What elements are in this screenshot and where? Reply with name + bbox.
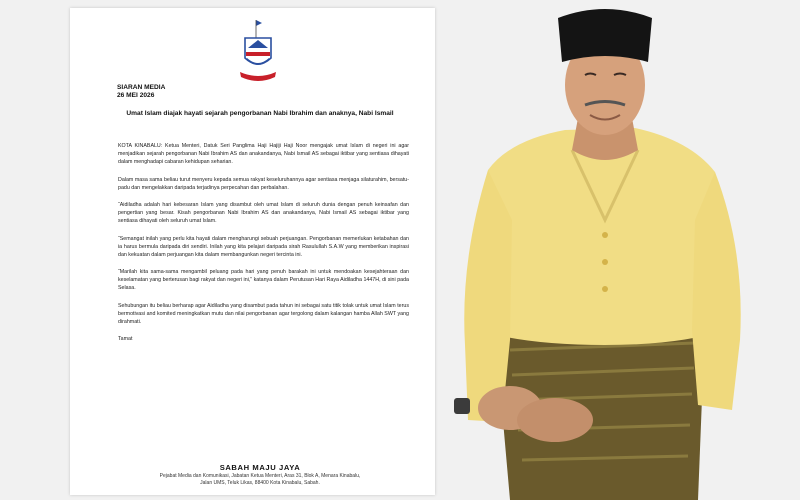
- press-title: Umat Islam diajak hayati sejarah pengorbanan Nabi Ibrahim dan anaknya, Nabi Ismail: [126, 110, 394, 117]
- paragraph: “Marilah kita sama-sama mengambil peluang pada hari yang penuh barakah ini untuk mendoakan kesejahteraan dan keselamatan yang berterusan bagi rakyat dan negeri ini,” katanya dalam Perutusan Hari Raya Aidiladha 1447H, di sini pada Selasa.: [118, 269, 409, 291]
- document-footer: [110, 463, 410, 487]
- watch: [454, 398, 470, 414]
- paragraph: “Aidiladha adalah hari kebesaran Islam yang disambut oleh umat Islam di seluruh dunia dengan penuh keinsafan dan pengertian yang besar. Kisah pengorbanan Nabi Ibrahim AS dan anakandanya, Nabi Ismail AS sebagai iktibar yang sentiasa dihayati oleh seluruh umat Islam.: [118, 202, 409, 224]
- footer-address-line1: Pejabat Media dan Komunikasi, Jabatan Ketua Menteri, Aras 31, Blok A, Menara Kinabalu,: [159, 473, 361, 479]
- songkok-hat: [558, 9, 652, 62]
- press-body: [118, 142, 409, 353]
- paragraph: KOTA KINABALU: Ketua Menteri, Datuk Seri Panglima Haji Hajiji Haji Noor mengajak umat Islam di negeri ini agar menjadikan sejarah pengorbanan Nabi Ibrahim AS dan anakandanya, Nabi Ismail AS sebagai iktibar yang sentiasa dihayati dalam menghadapi cabaran kehidupan seharian.: [118, 143, 409, 165]
- closing-tamat: Tamat: [118, 336, 133, 342]
- press-release-document: [70, 8, 435, 495]
- paragraph: “Semangat inilah yang perlu kita hayati dalam mengharungi sebuah perjuangan. Pengorbanan memerlukan ketabahan dan ia harus bermula daripada diri sendiri. Inilah yang kita pelajari daripada sirah Rasulullah S.A.W yang memberikan inspirasi dan kekuatan dalam perjuangan kita dalam membangunkan negeri tercinta ini.: [118, 235, 409, 258]
- footer-brand: SABAH MAJU JAYA: [219, 463, 301, 472]
- release-date: 26 MEI 2026: [117, 92, 155, 99]
- sabah-crest-logo: [238, 16, 278, 86]
- media-header: [117, 84, 165, 100]
- paragraph: Dalam masa sama beliau turut menyeru kepada semua rakyat keseluruhannya agar sentiasa menjaga silaturahim, bersatu-padu dan mengelakkan daripada terjadinya perpecahan dan perbalahan.: [118, 176, 409, 191]
- footer-address-line2: Jalan UMS, Teluk Likas, 88400 Kota Kinabalu, Sabah.: [200, 480, 320, 486]
- portrait-photo: [440, 0, 800, 500]
- media-label: SIARAN MEDIA: [117, 84, 166, 91]
- paragraph: Sehubungan itu beliau berharap agar Aidiladha yang disambut pada tahun ini sebagai satu titik tolak untuk umat Islam terus bermotivasi and komited meningkatkan mutu dan nilai pengorbanan agar tergolong dalam kalangan hamba Allah SWT yang dirahmati.: [118, 302, 409, 325]
